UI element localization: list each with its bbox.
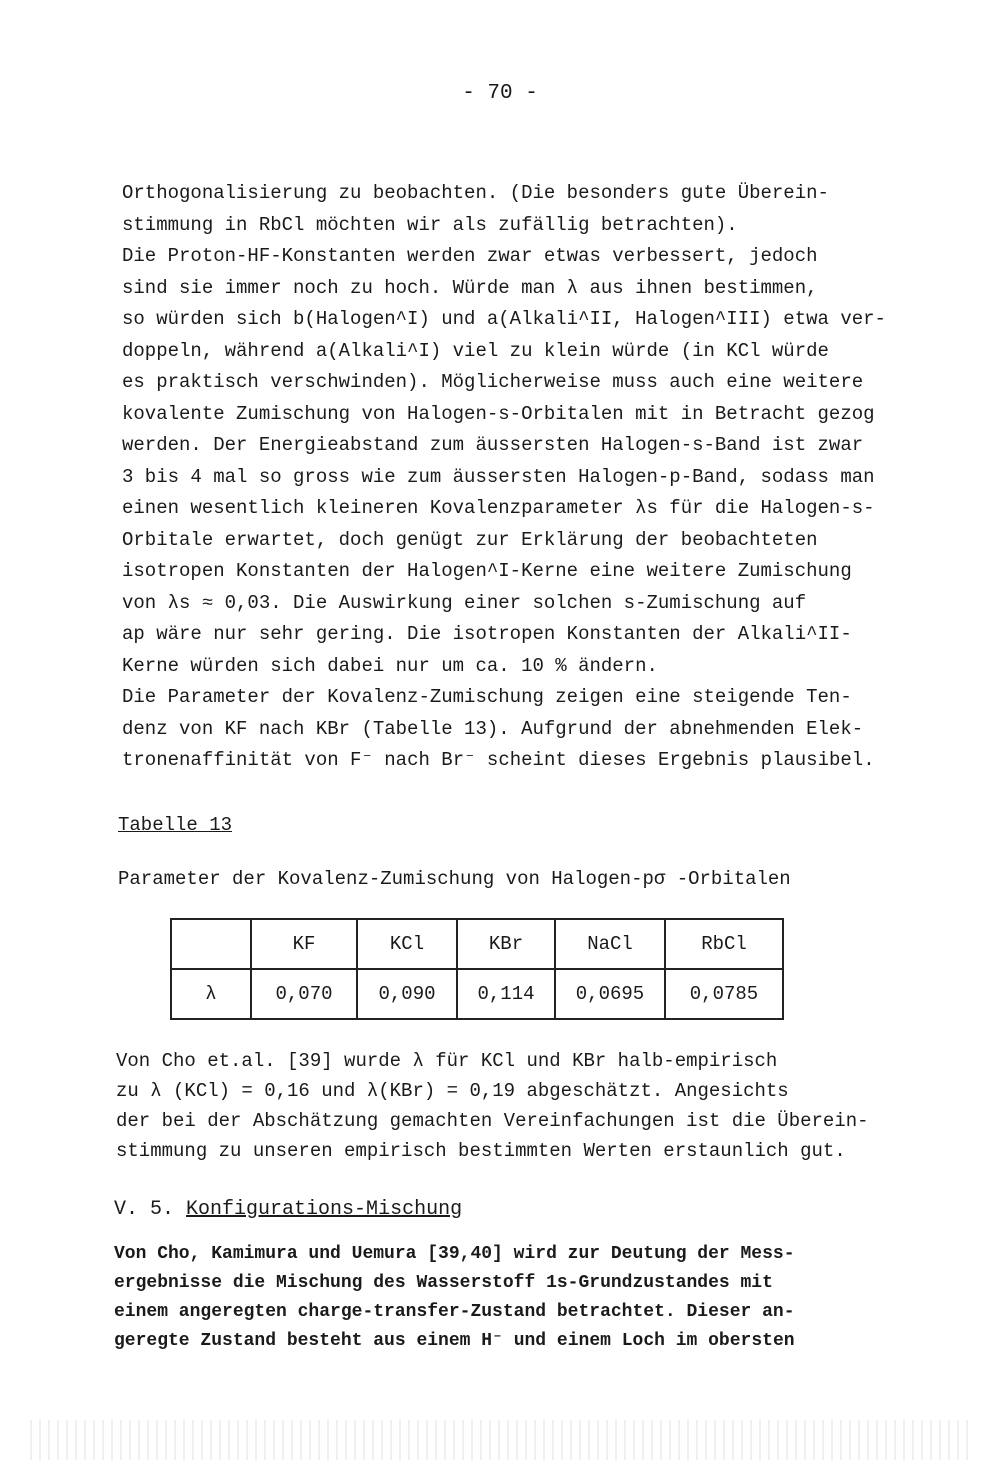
text-line: 3 bis 4 mal so gross wie zum äussersten Halogen-p-Band, sodass man xyxy=(122,465,875,488)
paragraph-3 xyxy=(114,1240,986,1356)
text-line: Kerne würden sich dabei nur um ca. 10 % ändern. xyxy=(122,654,658,677)
table-header-cell: RbCl xyxy=(665,919,783,969)
table-cell: 0,090 xyxy=(357,969,457,1019)
table-cell: 0,0695 xyxy=(555,969,665,1019)
text-line: werden. Der Energieabstand zum äussersten Halogen-s-Band ist zwar xyxy=(122,434,864,456)
table-cell: 0,0785 xyxy=(665,969,783,1019)
paragraph-1 xyxy=(122,178,984,777)
page-number: - 70 - xyxy=(462,82,538,105)
text-line: geregte Zustand besteht aus einem H⁻ und einem Loch im obersten xyxy=(114,1331,795,1351)
text-line: ergebnisse die Mischung des Wasserstoff 1s-Grundzustandes mit xyxy=(114,1273,773,1293)
table-header-row xyxy=(171,919,783,969)
table-caption-title: Tabelle 13 xyxy=(118,814,233,836)
text-line: Die Proton-HF-Konstanten werden zwar etwas verbessert, jedoch xyxy=(122,245,818,267)
text-line: ap wäre nur sehr gering. Die isotropen Konstanten der Alkali^II- xyxy=(122,623,852,645)
scan-noise xyxy=(30,1420,970,1460)
table-header-cell: NaCl xyxy=(555,919,665,969)
text-line: sind sie immer noch zu hoch. Würde man λ aus ihnen bestimmen, xyxy=(122,276,818,299)
text-line: stimmung in RbCl möchten wir als zufällig betrachten). xyxy=(122,213,738,236)
text-line: so würden sich b(Halogen^I) und a(Alkali^II, Halogen^III) etwa ver- xyxy=(122,308,886,330)
table-caption-text: Parameter der Kovalenz-Zumischung von Halogen-pσ -Orbitalen xyxy=(118,868,791,890)
text-line: denz von KF nach KBr (Tabelle 13). Aufgrund der abnehmenden Elek- xyxy=(122,717,864,740)
text-line: kovalente Zumischung von Halogen-s-Orbitalen mit in Betracht gezog xyxy=(122,402,875,425)
section-title: Konfigurations-Mischung xyxy=(186,1198,463,1221)
table-header-cell: KBr xyxy=(457,919,555,969)
text-line: doppeln, während a(Alkali^I) viel zu klein würde (in KCl würde xyxy=(122,339,829,362)
text-line: Orthogonalisierung zu beobachten. (Die besonders gute Überein- xyxy=(122,182,829,204)
text-line: Orbitale erwartet, doch genügt zur Erklärung der beobachteten xyxy=(122,528,818,551)
table-row-label: λ xyxy=(171,969,251,1019)
text-line: der bei der Abschätzung gemachten Vereinfachungen ist die Überein- xyxy=(116,1110,869,1132)
section-heading xyxy=(114,1198,462,1221)
text-line: Von Cho et.al. [39] wurde λ für KCl und KBr halb-empirisch xyxy=(116,1050,778,1072)
section-number: V. 5. xyxy=(114,1198,175,1221)
text-line: einen wesentlich kleineren Kovalenzparameter λs für die Halogen-s- xyxy=(122,497,875,519)
text-line: Von Cho, Kamimura und Uemura [39,40] wird zur Deutung der Mess- xyxy=(114,1244,795,1264)
parameter-table xyxy=(170,918,784,1020)
text-line: stimmung zu unseren empirisch bestimmten Werten erstaunlich gut. xyxy=(116,1140,846,1162)
text-line: Die Parameter der Kovalenz-Zumischung zeigen eine steigende Ten- xyxy=(122,686,852,708)
table-cell: 0,070 xyxy=(251,969,357,1019)
table-header-cell: KF xyxy=(251,919,357,969)
text-line: von λs ≈ 0,03. Die Auswirkung einer solchen s-Zumischung auf xyxy=(122,591,807,614)
text-line: zu λ (KCl) = 0,16 und λ(KBr) = 0,19 abgeschätzt. Angesichts xyxy=(116,1080,789,1102)
table-row xyxy=(171,969,783,1019)
table-header-cell xyxy=(171,919,251,969)
text-line: es praktisch verschwinden). Möglicherweise muss auch eine weitere xyxy=(122,371,864,393)
text-line: einem angeregten charge-transfer-Zustand betrachtet. Dieser an- xyxy=(114,1302,795,1322)
text-line: tronenaffinität von F⁻ nach Br⁻ scheint dieses Ergebnis plausibel. xyxy=(122,749,875,771)
paragraph-2 xyxy=(116,1046,986,1166)
table-header-cell: KCl xyxy=(357,919,457,969)
text-line: isotropen Konstanten der Halogen^I-Kerne eine weitere Zumischung xyxy=(122,560,852,582)
table-cell: 0,114 xyxy=(457,969,555,1019)
